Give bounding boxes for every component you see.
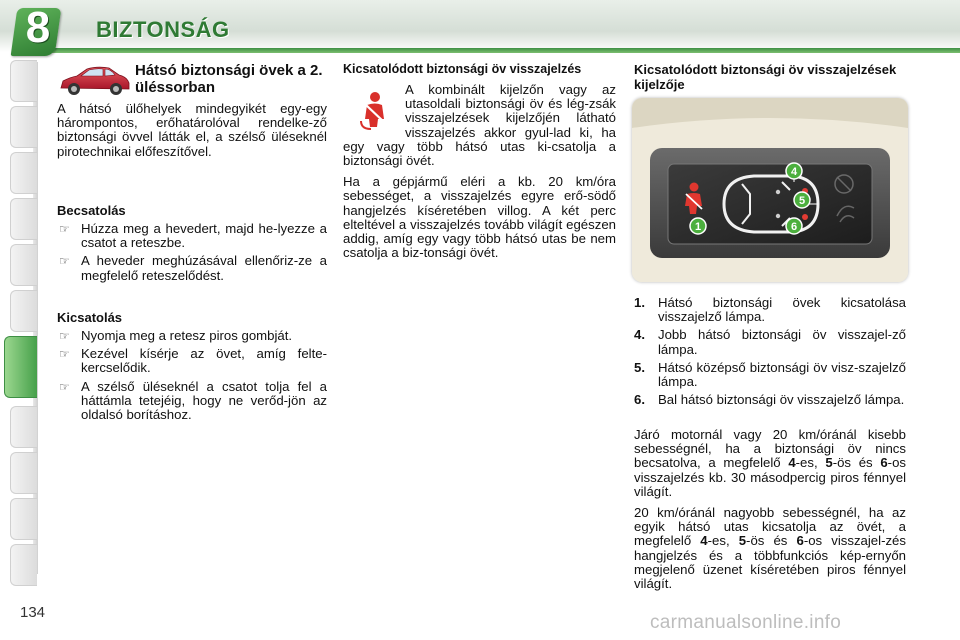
page-number: 134 xyxy=(20,604,46,621)
list-item xyxy=(57,380,327,423)
list-item-text: Húzza meg a hevedert, majd he-lyezze a csatot a reteszbe. xyxy=(81,221,327,251)
legend-number: 6. xyxy=(634,392,645,408)
list-item xyxy=(57,347,327,375)
section-title: Hátsó biztonsági övek a 2. üléssorban xyxy=(135,62,323,96)
pointing-hand-icon: ☞ xyxy=(59,379,70,394)
svg-text:4: 4 xyxy=(790,166,798,178)
svg-text:1: 1 xyxy=(694,221,702,233)
chapter-title: BIZTONSÁG xyxy=(96,17,230,42)
warning-paragraph-2: Ha a gépjármű eléri a kb. 20 km/óra sebességet, a visszajelzés egyre erő-södő hangjelzés kíséretében villog. A két perc elteltével a visszajelzés tovább világít egészen addig, amíg egy vagy több hátsó utas be nem csatolja a biz-tonsági övét. xyxy=(343,174,616,261)
chapter-number: 8 xyxy=(25,3,51,52)
chapter-tab[interactable] xyxy=(10,244,37,286)
intro-paragraph: A hátsó ülőhelyek mindegyikét egy-egy hárompontos, erőhatárolóval rendelke-ző biztonsági övvel látták el, a szélső üléseknél pirotechnikai előfeszítővel. xyxy=(57,101,327,159)
car-icon xyxy=(57,64,131,100)
list-item xyxy=(57,329,327,343)
callout-6 xyxy=(786,218,802,234)
legend-number: 4. xyxy=(634,327,645,343)
list-item-text: Nyomja meg a retesz piros gombját. xyxy=(81,328,293,344)
pointing-hand-icon: ☞ xyxy=(59,254,70,269)
legend-item xyxy=(634,361,906,389)
legend-item xyxy=(634,393,906,407)
pointing-hand-icon: ☞ xyxy=(59,329,70,344)
legend-number: 5. xyxy=(634,359,645,375)
legend-item xyxy=(634,328,906,356)
watermark: carmanualsonline.info xyxy=(650,612,842,633)
chapter-tab[interactable] xyxy=(10,106,37,148)
lamp-behaviour-text xyxy=(634,428,906,598)
rear-left-seat-lamp xyxy=(802,214,808,220)
chapter-tab[interactable] xyxy=(10,544,37,586)
seatbelt-warning-icon xyxy=(357,91,391,131)
chapter-tab[interactable] xyxy=(10,198,37,240)
warning-paragraph-1: A kombinált kijelzőn vagy az utasoldali biztonsági öv és lég-zsák visszajelzések kijelzőjén látható visszajelzés akkor gyul-lad ki, ha egy vagy több hátsó utas ki-csatolja a biztonsági övét. xyxy=(343,82,616,169)
middle-column xyxy=(343,62,616,267)
unfastening-heading: Kicsatolás xyxy=(57,309,123,325)
legend-text: Jobb hátsó biztonsági öv visszajel-ző lámpa. xyxy=(658,327,906,357)
chapter-tab[interactable] xyxy=(10,60,37,102)
behaviour-paragraph-2: 20 km/óránál nagyobb sebességnél, ha az egyik hátsó utas kicsatolja az övét, a megfelelő 4-es, 5-ös és 6-os visszajel-zés hangjelzés és a többfunkciós kép-ernyőn megjelenő üzenet kíséretében piros fénnyel világít. xyxy=(634,505,906,592)
chapter-tab[interactable] xyxy=(10,406,37,448)
list-item xyxy=(57,222,327,250)
pointing-hand-icon: ☞ xyxy=(59,222,70,237)
list-item xyxy=(57,254,327,282)
chapter-tab-active[interactable] xyxy=(4,336,37,398)
legend-text: Bal hátsó biztonsági öv visszajelző lámpa. xyxy=(658,392,905,408)
warning-section-title: Kicsatolódott biztonsági öv visszajelzés xyxy=(343,62,582,76)
right-column xyxy=(634,62,906,92)
lamp-legend xyxy=(634,296,906,411)
legend-item xyxy=(634,296,906,324)
list-item-text: A heveder meghúzásával ellenőriz-ze a megfelelő reteszelődést. xyxy=(81,253,327,283)
behaviour-paragraph-1: Járó motornál vagy 20 km/óránál kisebb sebességnél, ha a biztonsági öv nincs becsatolva, a megfelelő 4-es, 5-ös és 6-os visszajelzés kb. 30 másodpercig piros fénnyel világít. xyxy=(634,427,906,499)
svg-text:6: 6 xyxy=(790,221,798,233)
legend-text: Hátsó középső biztonsági öv visz-szajelző lámpa. xyxy=(658,359,906,390)
rear-seatbelt-display xyxy=(632,98,908,282)
left-column xyxy=(57,62,327,426)
svg-text:5: 5 xyxy=(798,195,806,207)
display-section-title: Kicsatolódott biztonsági öv visszajelzések kijelzője xyxy=(634,62,897,92)
legend-number: 1. xyxy=(634,295,645,310)
header-divider xyxy=(20,48,960,53)
callout-1 xyxy=(690,218,706,234)
chapter-tab[interactable] xyxy=(10,152,37,194)
section-header xyxy=(57,62,327,102)
fastening-heading: Becsatolás xyxy=(57,202,126,218)
legend-text: Hátsó biztonsági övek kicsatolása visszajelző lámpa. xyxy=(658,295,906,325)
pointing-hand-icon: ☞ xyxy=(59,347,70,362)
chapter-tab[interactable] xyxy=(10,498,37,540)
warning-display-illustration xyxy=(632,98,908,282)
chapter-tab[interactable] xyxy=(10,452,37,494)
list-item-text: Kezével kísérje az övet, amíg felte-kercselődik. xyxy=(81,346,327,376)
list-item-text: A szélső üléseknél a csatot tolja fel a háttámla tetejéig, hogy ne verőd-jön az oldalsó borításhoz. xyxy=(81,378,327,423)
chapter-tab[interactable] xyxy=(10,290,37,332)
